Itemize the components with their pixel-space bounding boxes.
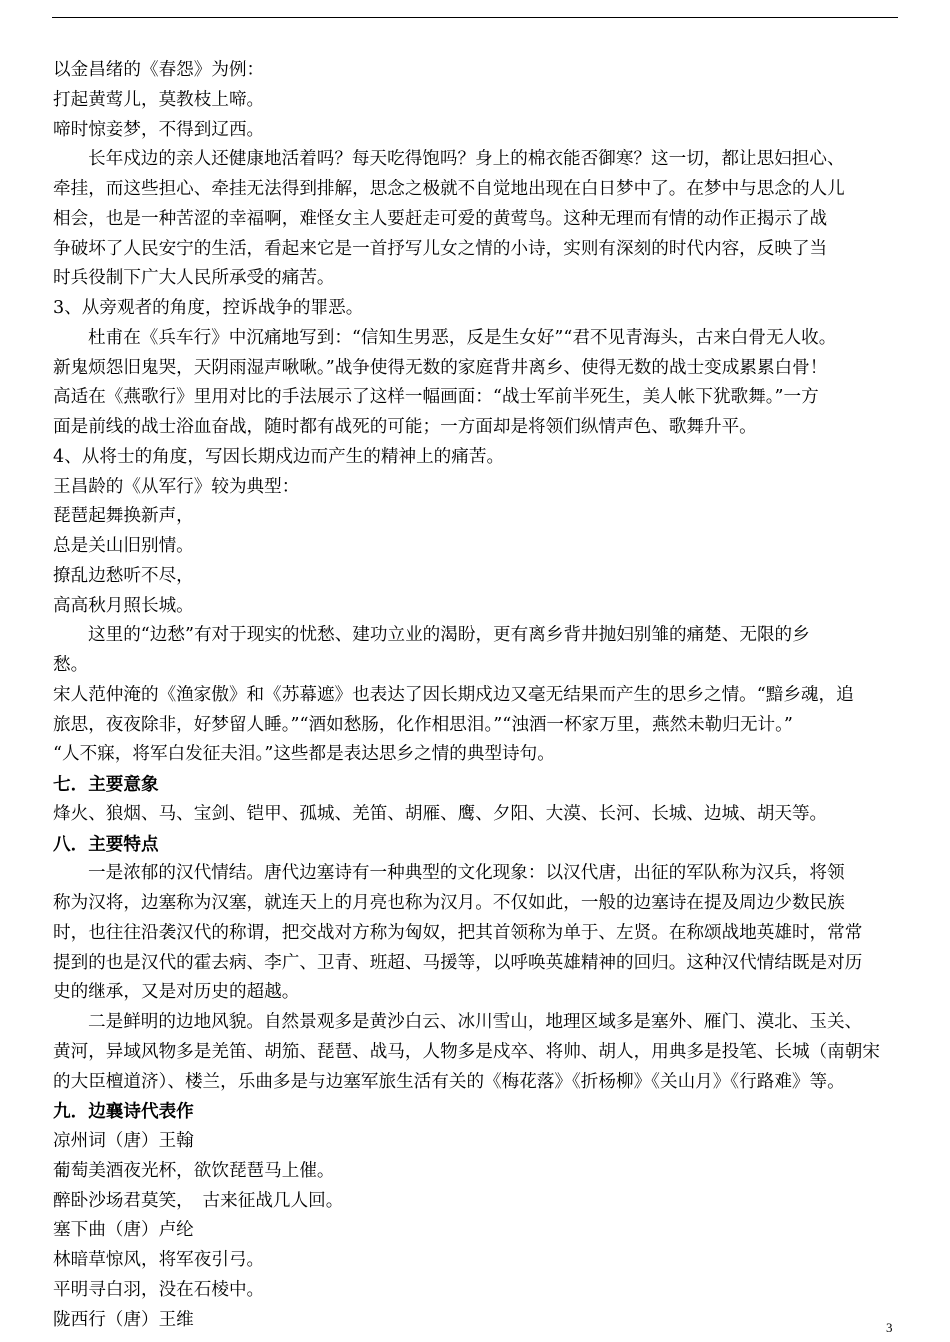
text-line: 啼时惊妾梦，不得到辽西。 xyxy=(53,119,265,140)
text-line: 时，也往往沿袭汉代的称谓，把交战对方称为匈奴，把其首领称为单于、左贤。在称颂战地英雄时，常常 xyxy=(53,922,863,943)
text-line: 塞下曲（唐）卢纶 xyxy=(53,1220,194,1241)
text-line: 王昌龄的《从军行》较为典型： xyxy=(53,476,300,497)
text-line: 高适在《燕歌行》里用对比的手法展示了这样一幅画面：“战士军前半死生，美人帐下犹歌舞。”一方 xyxy=(53,387,819,408)
text-line: 琵琶起舞换新声， xyxy=(53,506,194,527)
text-line: 这里的“边愁”有对于现实的忧愁、建功立业的渴盼，更有离乡背井抛妇别雏的痛楚、无限的乡 xyxy=(88,625,810,646)
text-line: 相会，也是一种苦涩的幸福啊，难怪女主人要赶走可爱的黄莺鸟。这种无理而有情的动作正揭示了战 xyxy=(53,208,828,229)
text-line: 葡萄美酒夜光杯，欲饮琵琶马上催。 xyxy=(53,1160,335,1181)
text-line: 平明寻白羽，没在石棱中。 xyxy=(53,1279,265,1300)
section-heading: 九．边襄诗代表作 xyxy=(53,1101,194,1123)
text-line: 3、从旁观者的角度，控诉战争的罪恶。 xyxy=(53,298,364,318)
text-line: 旅思，夜夜除非，好梦留人睡。”“酒如愁肠，化作相思泪。”“浊酒一杯家万里，燕然未勒归无计。” xyxy=(53,714,793,735)
section-heading: 八．主要特点 xyxy=(53,833,159,855)
text-line: 称为汉将，边塞称为汉塞，就连天上的月亮也称为汉月。不仅如此，一般的边塞诗在提及周边少数民族 xyxy=(53,893,845,913)
text-line: 黄河，异域风物多是羌笛、胡笳、琵琶、战马，人物多是戍卒、将帅、胡人，用典多是投笔、长城（南朝宋 xyxy=(53,1041,880,1062)
text-line: 陇西行（唐）王维 xyxy=(53,1309,194,1330)
text-line: 醉卧沙场君莫笑， 古来征战几人回。 xyxy=(53,1190,344,1211)
text-line: “人不寐，将军白发征夫泪。”这些都是表达思乡之情的典型诗句。 xyxy=(53,744,555,765)
text-line: 打起黄莺儿，莫教枝上啼。 xyxy=(53,89,265,110)
text-line: 时兵役制下广大人民所承受的痛苦。 xyxy=(53,268,335,289)
text-line: 4、从将士的角度，写因长期戍边而产生的精神上的痛苦。 xyxy=(53,446,505,467)
section-heading: 七．主要意象 xyxy=(53,774,159,795)
text-line: 以金昌绪的《春怨》为例： xyxy=(53,60,265,80)
text-line: 烽火、狼烟、马、宝剑、铠甲、孤城、羌笛、胡雁、鹰、夕阳、大漠、长河、长城、边城、胡天等。 xyxy=(53,803,828,824)
document-body xyxy=(53,56,909,1335)
text-line: 宋人范仲淹的《渔家傲》和《苏幕遮》也表达了因长期戍边又毫无结果而产生的思乡之情。“黯乡魂，追 xyxy=(53,684,854,705)
text-line: 牵挂，而这些担心、牵挂无法得到排解，思念之极就不自觉地出现在白日梦中了。在梦中与思念的人儿 xyxy=(53,179,845,199)
text-line: 杜甫在《兵车行》中沉痛地写到：“信知生男恶，反是生女好”“君不见青海头，古来白骨无人收。 xyxy=(88,327,837,348)
text-line: 林暗草惊风，将军夜引弓。 xyxy=(53,1250,265,1270)
text-line: 面是前线的战士浴血奋战，随时都有战死的可能；一方面却是将领们纵情声色、歌舞升平。 xyxy=(53,417,757,437)
text-line: 高高秋月照长城。 xyxy=(53,595,194,616)
text-line: 的大臣檀道济）、楼兰，乐曲多是与边塞军旅生活有关的《梅花落》《折杨柳》《关山月》《行路难》等。 xyxy=(53,1071,845,1092)
text-line: 争破坏了人民安宁的生活，看起来它是一首抒写儿女之情的小诗，实则有深刻的时代内容，反映了当 xyxy=(53,238,828,259)
text-line: 愁。 xyxy=(53,655,89,675)
page-number: 3 xyxy=(886,1320,893,1335)
text-line: 一是浓郁的汉代情结。唐代边塞诗有一种典型的文化现象：以汉代唐，出征的军队称为汉兵，将领 xyxy=(88,863,845,884)
text-line: 提到的也是汉代的霍去病、李广、卫青、班超、马援等，以呼唤英雄精神的回归。这种汉代情结既是对历 xyxy=(53,952,863,973)
text-line: 二是鲜明的边地风貌。自然景观多是黄沙白云、冰川雪山，地理区域多是塞外、雁门、漠北、玉关、 xyxy=(88,1012,863,1032)
text-line: 撩乱边愁听不尽， xyxy=(53,565,194,586)
header-rule xyxy=(52,17,898,18)
text-line: 新鬼烦怨旧鬼哭，天阴雨湿声啾啾。”战争使得无数的家庭背井离乡、使得无数的战士变成累累白骨！ xyxy=(53,357,828,378)
text-line: 史的继承，又是对历史的超越。 xyxy=(53,982,300,1003)
text-line: 总是关山旧别情。 xyxy=(53,536,194,556)
text-line: 凉州词（唐）王翰 xyxy=(53,1131,194,1151)
text-line: 长年戍边的亲人还健康地活着吗？每天吃得饱吗？身上的棉衣能否御寒？这一切，都让思妇担心、 xyxy=(88,149,845,170)
